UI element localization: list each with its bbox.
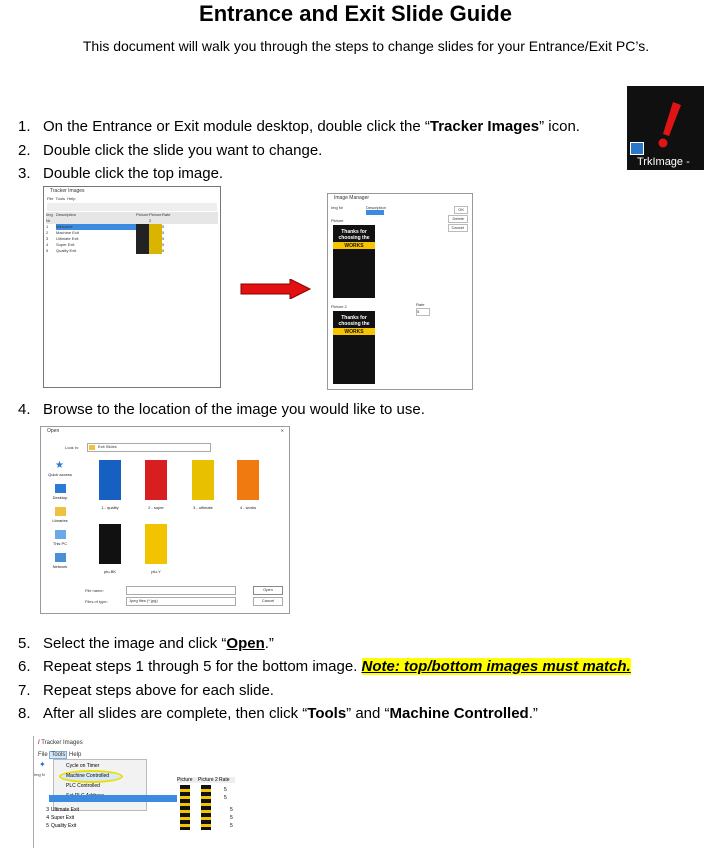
menu-item-plc-controlled[interactable]: PLC Controlled bbox=[66, 783, 100, 789]
tools-menu-screenshot bbox=[33, 736, 262, 848]
cell: 5 bbox=[230, 823, 233, 829]
poster-band-text: WORKS bbox=[344, 329, 364, 335]
desktop-icon bbox=[55, 484, 66, 493]
cell: 3 bbox=[46, 807, 49, 813]
file-name: 3 - ultimate bbox=[193, 505, 213, 510]
files-of-type-select[interactable]: Jpeg files (*.jpg) bbox=[126, 597, 236, 606]
picture2-label: Picture 2 bbox=[331, 304, 347, 309]
step-4 bbox=[18, 400, 425, 420]
step-bold: Tools bbox=[307, 705, 347, 722]
col-header: Picture bbox=[177, 777, 193, 783]
file-name: ptu-Y bbox=[151, 569, 161, 574]
shortcut-arrow-icon bbox=[630, 142, 644, 155]
menu-help[interactable]: Help bbox=[69, 752, 82, 758]
poster-text: Thanks for choosing the bbox=[338, 315, 370, 327]
library-icon bbox=[55, 507, 66, 516]
col-header: Rate bbox=[162, 212, 171, 217]
cell: 5 bbox=[46, 248, 49, 253]
menu-bar bbox=[38, 752, 81, 758]
file-thumb[interactable] bbox=[99, 524, 121, 564]
picture-label: Picture bbox=[331, 218, 344, 223]
table-row[interactable] bbox=[37, 807, 242, 815]
tracker-images-window bbox=[43, 186, 221, 388]
add-icon[interactable]: ✦ bbox=[39, 760, 46, 769]
step-number: 2. bbox=[18, 142, 31, 159]
col-header: Rate bbox=[219, 777, 230, 783]
file-name: 2 - super bbox=[148, 505, 164, 510]
cell: 5 bbox=[230, 815, 233, 821]
file-thumb[interactable] bbox=[237, 460, 259, 500]
step-text: Browse to the location of the image you would like to use. bbox=[43, 401, 425, 418]
close-icon[interactable]: ✕ bbox=[280, 428, 284, 433]
exclamation-red-icon: / bbox=[38, 740, 40, 746]
window-title: Tracker Images bbox=[50, 188, 85, 194]
poster-band-text: WORKS bbox=[344, 243, 364, 249]
step-text-mid: ” and “ bbox=[346, 705, 390, 722]
network[interactable]: Network bbox=[52, 564, 68, 569]
cell: 4 bbox=[46, 815, 49, 821]
file-thumb[interactable] bbox=[192, 460, 214, 500]
cell: Machine Exit bbox=[56, 230, 79, 235]
cell: 5 bbox=[162, 236, 165, 241]
file-thumb[interactable] bbox=[99, 460, 121, 500]
step-number: 3. bbox=[18, 165, 31, 182]
file-name-input[interactable] bbox=[126, 586, 236, 595]
cell: Super Exit bbox=[51, 815, 75, 821]
note-highlight bbox=[362, 658, 631, 675]
step-number: 6. bbox=[18, 658, 31, 675]
step-text-end: .” bbox=[528, 705, 538, 722]
step-bold: Open bbox=[226, 635, 265, 652]
computer-icon bbox=[55, 530, 66, 539]
col-header: Picture 2 bbox=[149, 212, 162, 223]
top-image[interactable] bbox=[333, 225, 375, 298]
desktop[interactable]: Desktop bbox=[52, 495, 68, 500]
window-title bbox=[38, 740, 83, 746]
menu-help[interactable]: Help bbox=[67, 196, 76, 201]
cell: 3 bbox=[46, 236, 49, 241]
table-row[interactable] bbox=[37, 815, 242, 823]
look-in-select[interactable]: Exit Slides bbox=[87, 443, 211, 452]
cell: 5 bbox=[162, 242, 165, 247]
star-icon: ★ bbox=[55, 460, 64, 471]
desktop-icon-label: TrkImage - bbox=[637, 156, 690, 168]
step-number: 7. bbox=[18, 682, 31, 699]
note-end: . bbox=[626, 658, 631, 675]
description-label: Description bbox=[366, 205, 387, 210]
cell: 5 bbox=[46, 823, 49, 829]
step-6 bbox=[18, 657, 631, 677]
window-title-text: Tracker Images bbox=[41, 740, 83, 746]
step-2 bbox=[18, 141, 322, 161]
file-thumb[interactable] bbox=[145, 524, 167, 564]
bottom-image[interactable] bbox=[333, 311, 375, 384]
cell: 5 bbox=[162, 248, 165, 253]
rate-cell: 5 bbox=[224, 787, 227, 793]
img-col-label: Img N bbox=[34, 772, 45, 777]
image-manager-window bbox=[327, 193, 473, 390]
step-5 bbox=[18, 634, 274, 654]
file-thumb[interactable] bbox=[145, 460, 167, 500]
network-icon bbox=[55, 553, 66, 562]
step-text-end: .” bbox=[264, 635, 274, 652]
rate-cell: 5 bbox=[224, 795, 227, 801]
libraries[interactable]: Libraries bbox=[52, 518, 68, 523]
table-body bbox=[37, 807, 242, 831]
step-1 bbox=[18, 117, 580, 137]
file-name: ptu-BK bbox=[103, 569, 117, 574]
tools-dropdown bbox=[53, 759, 147, 811]
cell: 5 bbox=[162, 230, 165, 235]
step-7 bbox=[18, 681, 274, 701]
menu-item-machine-controlled[interactable]: Machine Controlled bbox=[66, 773, 110, 779]
cell: Ultimate Exit bbox=[56, 236, 79, 241]
cell: 1 bbox=[46, 224, 49, 229]
menu-tools[interactable]: Tools bbox=[55, 196, 65, 201]
ok-button[interactable]: OK bbox=[454, 206, 468, 214]
this-pc[interactable]: This PC bbox=[52, 541, 68, 546]
step-text: Repeat steps 1 through 5 for the bottom image. bbox=[43, 658, 362, 675]
description-field[interactable] bbox=[366, 210, 384, 215]
folder-icon bbox=[89, 445, 95, 450]
step-text: On the Entrance or Exit module desktop, double click the “ bbox=[43, 118, 430, 135]
step-text-end: ” icon. bbox=[539, 118, 580, 135]
file-name: 4 - works bbox=[239, 505, 257, 510]
note-text: Note: top/bottom images must match bbox=[361, 658, 627, 675]
cancel-button[interactable]: Cancel bbox=[253, 597, 283, 606]
col-header: Img Nr bbox=[46, 212, 53, 223]
page-subtitle: This document will walk you through the steps to change slides for your Entrance/Exit PC’s. bbox=[82, 38, 650, 54]
cell: 2 bbox=[46, 230, 49, 235]
cell: Super Exit bbox=[56, 242, 75, 247]
rate-label: Rate bbox=[416, 302, 425, 307]
cell: 5 bbox=[230, 807, 233, 813]
table-row[interactable] bbox=[46, 248, 218, 254]
menu-bar bbox=[44, 196, 220, 202]
img-nr-label: Img Nr bbox=[331, 205, 343, 210]
page-title: Entrance and Exit Slide Guide bbox=[199, 1, 512, 26]
open-button[interactable]: Open bbox=[253, 586, 283, 595]
look-in-label: Look in: bbox=[65, 445, 80, 450]
table-header bbox=[46, 212, 218, 224]
cell: Quality Exit bbox=[56, 248, 77, 253]
step-text: Repeat steps above for each slide. bbox=[43, 682, 274, 699]
cell: 5 bbox=[162, 224, 165, 229]
delete-button[interactable]: Delete bbox=[448, 215, 468, 223]
step-number: 5. bbox=[18, 635, 31, 652]
step-8 bbox=[18, 704, 538, 724]
cell: Quality Exit bbox=[51, 823, 77, 829]
selected-row[interactable] bbox=[49, 795, 177, 802]
step-number: 8. bbox=[18, 705, 31, 722]
step-3 bbox=[18, 164, 223, 184]
table-header bbox=[177, 777, 235, 783]
file-name-label: File name: bbox=[85, 588, 104, 593]
red-arrow-icon bbox=[240, 279, 312, 299]
cell: Welcome bbox=[56, 224, 136, 230]
step-text: Double click the slide you want to change. bbox=[43, 142, 323, 159]
toolbar bbox=[47, 203, 217, 211]
table-row[interactable] bbox=[37, 823, 242, 831]
step-number: 1. bbox=[18, 118, 31, 135]
col-header: Picture bbox=[136, 212, 149, 217]
files-of-type-label: Files of type: bbox=[85, 599, 108, 604]
quick-access[interactable]: Quick access bbox=[48, 472, 72, 477]
menu-item-cycle-on-timer[interactable]: Cycle on Timer bbox=[66, 763, 100, 769]
col-header: Description bbox=[56, 212, 77, 217]
window-title: Image Manager bbox=[334, 195, 370, 201]
cell: 4 bbox=[46, 242, 49, 247]
step-bold-2: Machine Controlled bbox=[389, 705, 529, 722]
table-body bbox=[46, 224, 218, 254]
menu-file[interactable]: File bbox=[38, 752, 48, 758]
menu-file[interactable]: File bbox=[47, 196, 54, 201]
rate-field[interactable]: 5 bbox=[416, 308, 430, 316]
step-number: 4. bbox=[18, 401, 31, 418]
file-name: 1 - quality bbox=[101, 505, 119, 510]
step-bold: Tracker Images bbox=[429, 118, 540, 135]
col-header: Picture 2 bbox=[198, 777, 218, 783]
menu-tools[interactable]: Tools bbox=[51, 752, 66, 758]
step-text: After all slides are complete, then click “ bbox=[43, 705, 308, 722]
dialog-title: Open bbox=[47, 428, 60, 434]
cell: Ultimate Exit bbox=[51, 807, 80, 813]
poster-text: Thanks for choosing the bbox=[338, 229, 370, 241]
step-text: Double click the top image. bbox=[43, 165, 224, 182]
step-text: Select the image and click “ bbox=[43, 635, 227, 652]
tracker-images-desktop-icon[interactable] bbox=[627, 86, 704, 170]
open-dialog bbox=[40, 426, 290, 614]
cancel-button[interactable]: Cancel bbox=[448, 224, 468, 232]
